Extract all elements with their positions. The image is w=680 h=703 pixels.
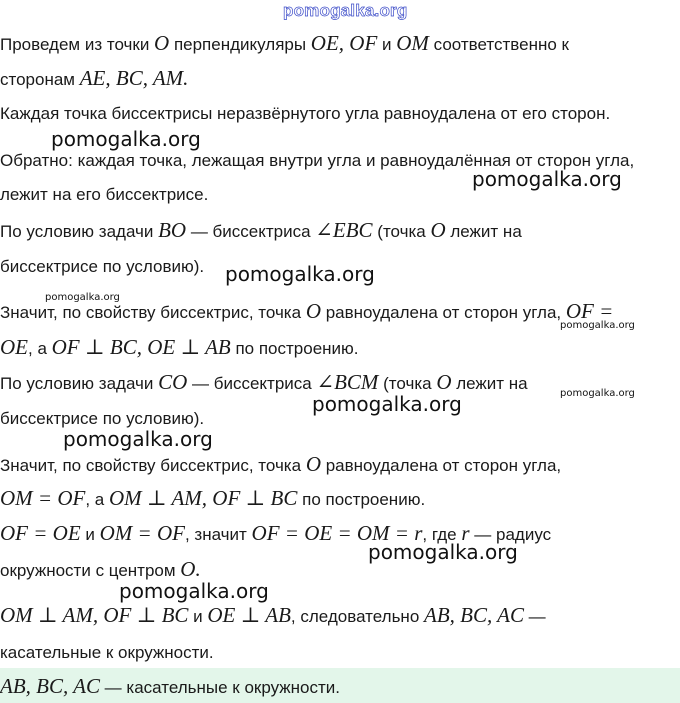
text: — bbox=[523, 607, 546, 626]
watermark: pomogalka.org bbox=[63, 427, 213, 451]
text-line-6 bbox=[0, 219, 522, 243]
watermark: pomogalka.org bbox=[472, 167, 622, 191]
watermark: pomogalka.org bbox=[119, 579, 269, 603]
top-watermark: pomogalka.org bbox=[283, 1, 408, 20]
text: сторонам bbox=[0, 70, 80, 89]
text-line-4: Обратно: каждая точка, лежащая внутри угла и равноудалённая от сторон угла, bbox=[0, 151, 635, 170]
text-line-2 bbox=[0, 67, 188, 91]
text: По условию задачи bbox=[0, 222, 159, 241]
text: По условию задачи bbox=[0, 374, 159, 393]
text: — биссектриса bbox=[187, 374, 317, 393]
math: r bbox=[461, 521, 470, 545]
math: O bbox=[154, 31, 170, 55]
text-line-12 bbox=[0, 453, 561, 477]
watermark: pomogalka.org bbox=[312, 392, 462, 416]
text: и bbox=[80, 525, 100, 544]
math: OF = OE = OM = r bbox=[251, 521, 423, 545]
math: BO bbox=[158, 218, 187, 242]
conclusion-line bbox=[0, 675, 340, 699]
math: CO bbox=[158, 370, 188, 394]
watermark: pomogalka.org bbox=[560, 320, 635, 331]
text-line-11: биссектрисе по условию). bbox=[0, 409, 205, 428]
math: AB, BC, AC bbox=[424, 603, 524, 627]
text: лежит на bbox=[445, 222, 522, 241]
math: OE ⊥ AB bbox=[207, 603, 291, 627]
text: перпендикуляры bbox=[169, 35, 311, 54]
watermark: pomogalka.org bbox=[368, 540, 518, 564]
math: O. bbox=[180, 557, 201, 581]
math: OM ⊥ AM, OF ⊥ BC bbox=[108, 486, 298, 510]
text: Значит, по свойству биссектрис, точка bbox=[0, 303, 306, 322]
math: O bbox=[305, 299, 321, 323]
text: — касательные к окружности. bbox=[99, 678, 341, 697]
text: (точка bbox=[372, 222, 431, 241]
math: O bbox=[430, 218, 446, 242]
watermark: pomogalka.org bbox=[225, 262, 375, 286]
math: OF = OE bbox=[0, 521, 81, 545]
math: ∠EBC bbox=[315, 218, 373, 242]
text: (точка bbox=[378, 374, 437, 393]
math: OE bbox=[0, 335, 28, 359]
math: OM = OF bbox=[99, 521, 185, 545]
text: — биссектриса bbox=[186, 222, 316, 241]
text-line-1 bbox=[0, 32, 569, 56]
math: OE, OF bbox=[310, 31, 378, 55]
text-line-9 bbox=[0, 336, 359, 360]
text: окружности с центром bbox=[0, 561, 181, 580]
text: и bbox=[188, 607, 208, 626]
text-line-17: касательные к окружности. bbox=[0, 643, 214, 662]
text: , а bbox=[28, 339, 52, 358]
text: по построению. bbox=[297, 490, 426, 509]
text-line-3: Каждая точка биссектрисы неразвёрнутого угла равноудалена от его сторон. bbox=[0, 104, 611, 123]
watermark: pomogalka.org bbox=[45, 292, 120, 303]
text: лежит на bbox=[451, 374, 528, 393]
text-line-7: биссектрисе по условию). bbox=[0, 257, 205, 276]
math: O bbox=[436, 370, 452, 394]
math: OF = bbox=[565, 299, 614, 323]
text-line-16 bbox=[0, 604, 546, 628]
text: , а bbox=[85, 490, 109, 509]
text-line-5: лежит на его биссектрисе. bbox=[0, 185, 209, 204]
math: AE, BC, AM. bbox=[79, 66, 189, 90]
watermark: pomogalka.org bbox=[560, 388, 635, 399]
math: OM = OF bbox=[0, 486, 86, 510]
math: O bbox=[305, 452, 321, 476]
text: , значит bbox=[184, 525, 252, 544]
math: OF ⊥ BC, OE ⊥ AB bbox=[51, 335, 231, 359]
text: по построению. bbox=[230, 339, 359, 358]
text: и bbox=[377, 35, 397, 54]
text-line-13 bbox=[0, 487, 425, 511]
math: AB, BC, AC bbox=[0, 674, 100, 698]
math: OM bbox=[396, 31, 429, 55]
text: Значит, по свойству биссектрис, точка bbox=[0, 456, 306, 475]
text: равноудалена от сторон угла, bbox=[320, 303, 566, 322]
text: Проведем из точки bbox=[0, 35, 155, 54]
text: соответственно к bbox=[428, 35, 569, 54]
math: OM ⊥ AM, OF ⊥ BC bbox=[0, 603, 189, 627]
text: — радиус bbox=[469, 525, 552, 544]
text: , где bbox=[422, 525, 462, 544]
text: равноудалена от сторон угла, bbox=[320, 456, 562, 475]
text-line-8 bbox=[0, 300, 613, 324]
watermark: pomogalka.org bbox=[51, 127, 201, 151]
text: , следовательно bbox=[290, 607, 424, 626]
math: ∠BCM bbox=[316, 370, 379, 394]
